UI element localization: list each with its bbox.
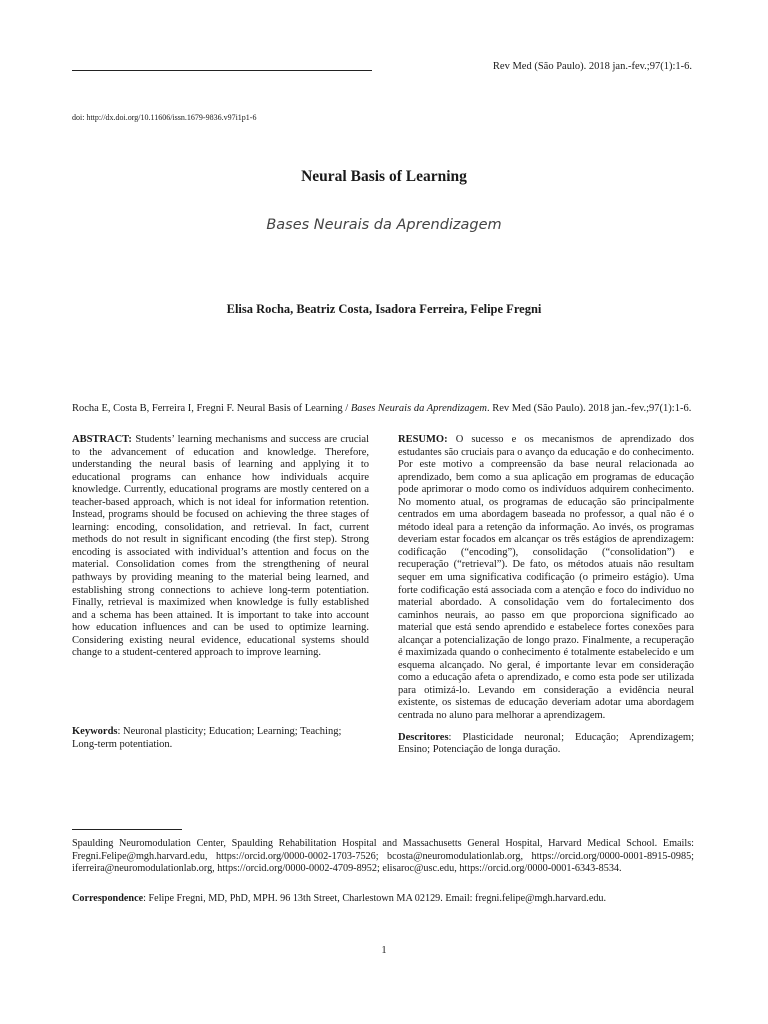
affiliation-footnote: Spaulding Neuromodulation Center, Spaulding Rehabilitation Hospital and Massachusetts General Hospital, Harvard Medical School. Emails: Fregni.Felipe@mgh.harvard.edu, https://orcid.org/0000-0002-1703-7526; bcosta@neuromodulationlab.org, https://orcid.org/0000-0001-8915-0985; iferreira@neuromodulationlab.org, https://orcid.org/0000-0002-4709-8952; elisaroc@usc.edu, https://orcid.org/0000-0001-6343-8534. [72,838,694,875]
footnote-rule [72,829,182,830]
keywords-label: Keywords [72,726,118,737]
correspondence-label: Correspondence [72,893,144,904]
resumo-label: RESUMO: [398,434,448,445]
abstract-text: Students’ learning mechanisms and success are crucial to the advancement of education and knowledge. Therefore, understanding the neural basis of learning and applying it to educational programs can enhance how individuals acquire knowledge. Currently, educational programs are mostly centered on a teacher-based approach, which is not ideal for information retention. Instead, programs should be focused on achieving the three stages of learning: encoding, consolidation, and retrieval. In fact, current methods do not result in significant encoding (the first step). Strong encoding is associated with individual’s attention and focus on the material. Consolidation comes from the strengthening of neural pathways by providing meaning to the material being learned, and establishing strong connections to achieve long-term potentiation. Finally, retrieval is maximized when knowledge is fully established and a schema has been attained. It is important to take into account how education influences and can be used to optimize learning. Considering existing neural evidence, educational systems should change to a student-centered approach to improve learning. [72,434,369,659]
keywords [72,726,369,751]
keywords-text: : Neuronal plasticity; Education; Learning; Teaching; Long-term potentiation. [72,726,342,750]
abstract-label: ABSTRACT: [72,434,132,445]
abstract-english [72,434,369,660]
article-title: Neural Basis of Learning [301,168,467,185]
author-list: Elisa Rocha, Beatriz Costa, Isadora Ferreira, Felipe Fregni [226,302,542,316]
descritores-label: Descritores [398,732,449,743]
citation [72,402,694,415]
page-number: 1 [381,945,387,956]
descritores [398,732,694,756]
resumo-text: O sucesso e os mecanismos de aprendizado dos estudantes são cruciais para o avanço da educação e do conhecimento. Por este motivo a compreensão da base neural relacionada ao aprendizado, bem como a sua aplicação em programas de educação pode aprimorar o modo como os indivíduos adquirem conhecimento. No momento atual, os programas de educação são principalmente centrados em uma abordagem baseada no professor, a qual não é o método ideal para a retenção da informação. Ao invés, os programas deveriam estar focados em alcançar os três estágios de aprendizagem: codificação (“encoding”), consolidação (“consolidation”) e recuperação (“retrieval”). De fato, os métodos atuais não resultam sequer em uma significativa codificação (o primeiro estágio). Uma forte codificação está associada com a atenção e foco do indivíduo no material abordado. A consolidação vem do fortalecimento dos caminhos neurais, ao passo em que proporciona significado ao material que está sendo aprendido e estabelece fortes conexões para alcançar a potencialização de longo prazo. Finalmente, a recuperação é maximizada quando o conhecimento é totalmente estabelecido e um esquema alcançado. No geral, é importante levar em consideração como a educação afeta o aprendizado, e como esta pode ser utilizada para otimizá-lo. Levando em consideração a evidência neural existente, os sistemas de educação deveriam adotar uma abordagem centrada no aluno para melhorar a aprendizagem. [398,434,694,722]
citation-prefix: Rocha E, Costa B, Ferreira I, Fregni F. Neural Basis of Learning / [72,403,351,414]
abstract-portuguese [398,434,694,723]
citation-italic: Bases Neurais da Aprendizagem [350,403,488,414]
citation-suffix: . Rev Med (São Paulo). 2018 jan.-fev.;97(1):1-6. [487,403,692,414]
header-rule [72,70,372,71]
correspondence-text: : Felipe Fregni, MD, PhD, MPH. 96 13th Street, Charlestown MA 02129. Email: fregni.felipe@mgh.harvard.edu. [143,893,607,904]
correspondence [72,893,694,906]
article-subtitle: Bases Neurais da Aprendizagem [266,217,502,233]
running-head: Rev Med (São Paulo). 2018 jan.-fev.;97(1):1-6. [492,61,692,72]
doi-link[interactable]: doi: http://dx.doi.org/10.11606/issn.1679-9836.v97i1p1-6 [72,113,257,122]
descritores-text: : Plasticidade neuronal; Educação; Aprendizagem; Ensino; Potenciação de longa duração. [398,732,694,755]
